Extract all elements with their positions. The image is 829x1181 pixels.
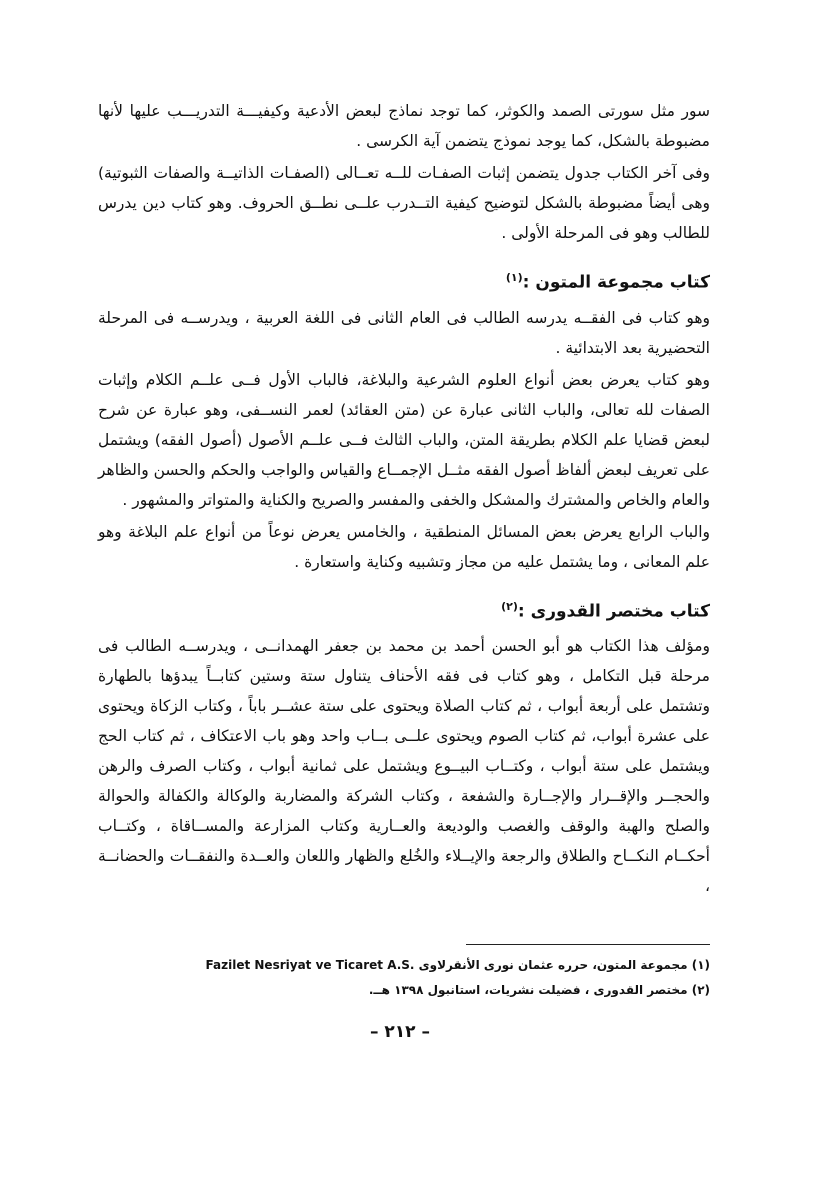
intro-paragraph-2: وفى آخر الكتاب جدول يتضمن إثبات الصفـات للــه تعــالى (الصفـات الذاتيــة والصفات الثبوتية) وهى أيضاً مضبوطة بالشكل لتوضيح كيفية التــدرب علــى نطــق الحروف. وهو كتاب دين يدرس للطالب وهو فى المرحلة الأولى .: [98, 164, 710, 242]
section-title: كتاب مجموعة المتون :: [522, 272, 710, 293]
footnote-ref-2: (٢): [501, 599, 518, 613]
section2-paragraph-1: ومؤلف هذا الكتاب هو أبو الحسن أحمد بن محمد بن جعفر الهمدانــى ، ويدرســه الطالب فى مرحلة قبل التكامل ، وهو كتاب فى فقه الأحناف يتناول ستة وستين كتابــاً يبدؤها بالطهارة وتشتمل على أربعة أبواب ، ثم كتاب الصلاة ويحتوى على ستة عشــر باباً ، وكتاب الزكاة ويحتوى على عشرة أبواب، ثم كتاب الصوم ويحتوى علــى بــاب واحد وهو باب الاعتكاف ، ثم كتاب الحج ويشتمل على ستة أبواب ، وكتــاب البيــوع ويشتمل على ثمانية أبواب ، وكتاب الصرف والرهن والحجــر والإقــرار والإجــارة والشفعة ، وكتاب الشركة والمضاربة والوكالة والكفالة والحوالة والصلح والهبة والوقف والغصب والوديعة والعــارية وكتاب المزارعة والمســاقاة ، وكتــاب أحكــام النكــاح والطلاق والرجعة والإيــلاء والخُلع والظهار واللعان والعــدة والنفقــات والحضانــة ،: [98, 637, 710, 896]
footnote-2: (٢) مختصر القدورى ، فضيلت نشريات، استانبول ١٣٩٨ هــ.: [368, 983, 710, 997]
page-body: [98, 96, 710, 901]
footnotes: [200, 953, 710, 1003]
footnote-divider: [466, 944, 710, 945]
page-number: – ٢١٢ –: [370, 1022, 430, 1042]
section-heading-majmuat-al-mutun: [98, 262, 710, 299]
section-title: كتاب مختصر القدورى :: [517, 601, 710, 622]
intro-paragraph-1: سور مثل سورتى الصمد والكوثر، كما توجد نماذج لبعض الأدعية وكيفيـــة التدريـــب عليها لأنها مضبوطة بالشكل، كما يوجد نموذج يتضمن آية الكرسى .: [98, 102, 710, 150]
section-heading-mukhtasar-al-quduri: [98, 591, 710, 628]
section1-paragraph-3: والباب الرابع يعرض بعض المسائل المنطقية ، والخامس يعرض نوعاً من أنواع علم البلاغة وهو علم المعانى ، وما يشتمل عليه من مجاز وتشبيه وكناية واستعارة .: [98, 522, 710, 571]
footnote-1: (١) مجموعة المتون، حرره عثمان نورى الأنقرلاوى .Fazilet Nesriyat ve Ticaret A.S: [205, 958, 710, 972]
section1-paragraph-1: وهو كتاب فى الفقــه يدرسه الطالب فى العام الثانى فى اللغة العربية ، ويدرســه فى المرحلة التحضيرية بعد الابتدائية .: [98, 308, 710, 357]
footnote-ref-1: (١): [505, 271, 523, 284]
section1-paragraph-2: وهو كتاب يعرض بعض أنواع العلوم الشرعية والبلاغة، فالباب الأول فــى علــم الكلام وإثبات الصفات لله تعالى، والباب الثانى عبارة عن (متن العقائد) لعمر النســفى، وهو عبارة عن شرح لبعض قضايا علم الكلام بطريقة المتن، والباب الثالث فــى علــم الأصول (أصول الفقه) ويشتمل على تعريف لبعض ألفاظ أصول الفقه مثــل الإجمــاع والقياس والواجب والحكم والحسن والظاهر والعام والخاص والمشترك والمشكل والخفى والمفسر والصريح والكناية والمتواتر والمشهور .: [98, 370, 710, 509]
